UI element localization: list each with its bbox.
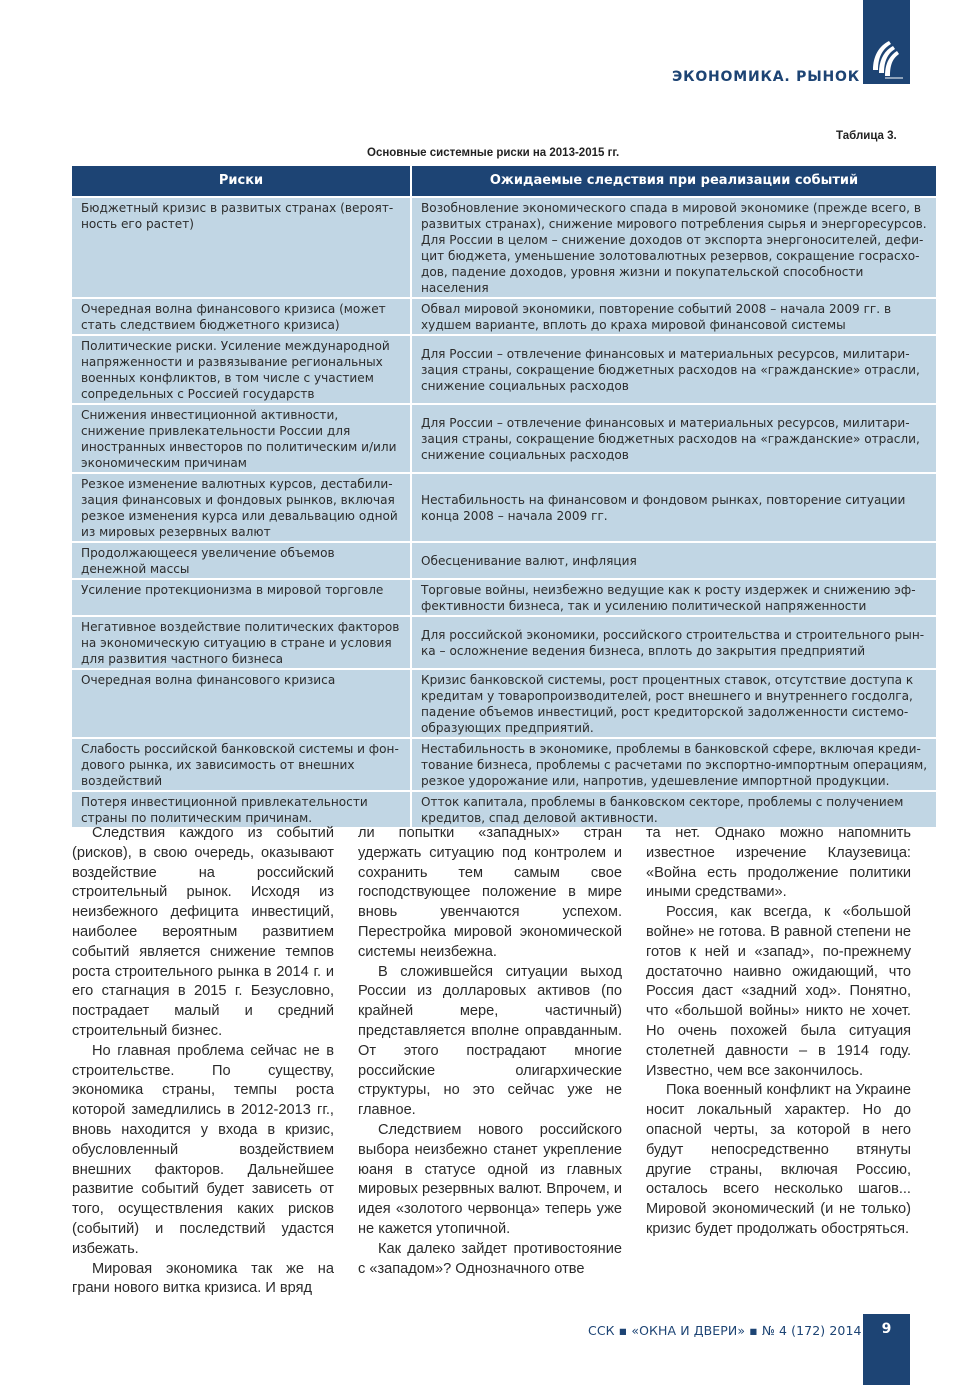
- risk-cell: Политические риски. Усиление международной напряженности и развязывание региональных военных конфликтов, в том числе с участием сопредельных с Россией государств: [72, 335, 411, 404]
- consequence-cell: Для России – отвлечение финансовых и материальных ресурсов, милитаризация страны, сокращение бюджетных расходов на «гражданские» отрасли, снижение социальных расходов: [411, 335, 936, 404]
- table-row: [72, 579, 936, 616]
- paragraph: Как далеко зайдет противостояние с «западом»? Однозначного отве: [358, 1240, 622, 1277]
- article-column-2: [358, 824, 622, 1279]
- table-row: [72, 404, 936, 473]
- risk-cell: Очередная волна финансового кризиса (может стать следствием бюджетного кризиса): [72, 298, 411, 335]
- risks-table: [72, 166, 936, 829]
- risk-cell: Очередная волна финансового кризиса: [72, 669, 411, 738]
- risk-cell: Слабость российской банковской системы и фондового рынка, их зависимость от внешних воздействий: [72, 738, 411, 791]
- table-row: [72, 298, 936, 335]
- table-row: [72, 669, 936, 738]
- stylized-arcs-logo-icon: [869, 36, 905, 80]
- publication-footer: ССК ▪ «ОКНА И ДВЕРИ» ▪ № 4 (172) 2014: [588, 1323, 862, 1338]
- consequence-cell: Для России – отвлечение финансовых и материальных ресурсов, милитаризация страны, сокращение бюджетных расходов на «гражданские» отрасли, снижение социальных расходов: [411, 404, 936, 473]
- risk-cell: Резкое изменение валютных курсов, дестабилизация финансовых и фондовых рынков, включая резкое изменения курса или девальвацию одной из мировых резервных валют: [72, 473, 411, 542]
- table-caption: Основные системные риски на 2013-2015 гг.: [367, 147, 620, 159]
- paragraph: ли попытки «западных» стран удержать ситуацию под контролем и сохранить тем самым свое господствующее положение в мире вновь увенчаются успехом. Перестройка мировой экономической системы неизбежна.: [358, 825, 622, 960]
- paragraph: Пока военный конфликт на Украине носит локальный характер. Но до опасной черты, за которой в него будут непосредственно втянуты другие страны, включая Россию, осталось всего несколько шагов... Мировой экономический (и не только) кризис будет продолжать обостряться.: [646, 1082, 911, 1237]
- consequence-cell: Обвал мировой экономики, повторение событий 2008 – начала 2009 гг. в худшем варианте, вплоть до краха мировой финансовой системы: [411, 298, 936, 335]
- section-title: ЭКОНОМИКА. РЫНОК: [672, 69, 860, 85]
- paragraph: Россия, как всегда, к «большой войне» не готова. В равной степени не готов к ней и «запад», по-прежнему достаточно наивно ожидающий, что Россия даст «задний ход». Понятно, что «большой войны» никто не хочет. Но очень похожей была ситуация столетней давности – в 1914 году. Известно, чем все закончилось.: [646, 904, 911, 1079]
- consequence-cell: Нестабильность на финансовом и фондовом рынках, повторение ситуации конца 2008 – начала 2009 гг.: [411, 473, 936, 542]
- magazine-logo: [863, 0, 910, 84]
- risk-cell: Продолжающееся увеличение объемов денежной массы: [72, 542, 411, 579]
- paragraph: Но главная проблема сейчас не в строительстве. По существу, экономика страны, темпы роста которой замедлились в 2012-2013 гг., вновь находится у входа в кризис, обусловленный воздействием внешних факторов. Дальнейшее развитие событий будет зависеть от того, осуществления каких рисков (событий) и последствий удастся избежать.: [72, 1042, 334, 1257]
- paragraph: Мировая экономика так же на грани нового витка кризиса. И вряд: [72, 1260, 334, 1297]
- risk-cell: Бюджетный кризис в развитых странах (вероятность его растет): [72, 197, 411, 298]
- consequence-cell: Отток капитала, проблемы в банковском секторе, проблемы с получением кредитов, спад деловой активности.: [411, 791, 936, 828]
- risk-cell: Потеря инвестиционной привлекательности страны по политическим причинам.: [72, 791, 411, 828]
- table-row: [72, 738, 936, 791]
- risk-cell: Снижения инвестиционной активности, снижение привлекательности России для иностранных инвесторов по политическим и/или экономическим причинам: [72, 404, 411, 473]
- consequence-cell: Возобновление экономического спада в мировой экономике (прежде всего, в развитых странах), снижение мирового потребления сырья и энергоресурсов. Для России в целом – снижение доходов от экспорта энергоносителей, дефицит бюджета, уменьшение золотовалютных резервов, сокращение госрасходов, падение доходов, уровня жизни и покупательской способности населения: [411, 197, 936, 298]
- table-number: Таблица 3.: [836, 130, 897, 142]
- paragraph: Следствия каждого из событий (рисков), в свою очередь, оказывают воздействие на российский строительный рынок. Исходя из неизбежного дефицита инвестиций, наиболее вероятным развитием событий является снижение темпов роста строительного рынка в 2014 г. и его стагнация в 2015 г. Безусловно, пострадает малый и средний строительный бизнес.: [72, 825, 334, 1039]
- risk-cell: Усиление протекционизма в мировой торговле: [72, 579, 411, 616]
- consequence-cell: Для российской экономики, российского строительства и строительного рынка – осложнение ведения бизнеса, вплоть до закрытия предприятий: [411, 616, 936, 669]
- paragraph: В сложившейся ситуации выход России из долларовых активов (по крайней мере, частичный) представляется вполне оправданным. От этого пострадают многие российские олигархические структуры, но это сейчас уже не главное.: [358, 963, 622, 1119]
- page-number: 9: [863, 1314, 910, 1385]
- article-column-1: [72, 824, 334, 1299]
- paragraph: та нет. Однако можно напомнить известное изречение Клаузевица: «Война есть продолжение политики иными средствами».: [646, 825, 911, 901]
- table-row: [72, 542, 936, 579]
- table-row: [72, 791, 936, 828]
- paragraph: Следствием нового российского выбора неизбежно станет укрепление юаня в статусе одной из главных мировых резервных валют. Впрочем, и идея «золотого червонца» теперь уже не кажется утопичной.: [358, 1121, 622, 1237]
- table-header-row: [72, 166, 936, 197]
- risk-cell: Негативное воздействие политических факторов на экономическую ситуацию в стране и условия для развития частного бизнеса: [72, 616, 411, 669]
- column-header-consequences: Ожидаемые следствия при реализации событий: [411, 166, 936, 197]
- consequence-cell: Нестабильность в экономике, проблемы в банковской сфере, включая кредитование бизнеса, проблемы с расчетами по экспортно-импортным операциям, резкое удорожание или, напротив, удешевление импортной продукции.: [411, 738, 936, 791]
- article-column-3: [646, 824, 911, 1240]
- table-row: [72, 473, 936, 542]
- consequence-cell: Кризис банковской системы, рост процентных ставок, отсутствие доступа к кредитам у товаропроизводителей, рост внешнего и внутреннего госдолга, падение объемов инвестиций, рост кредиторской задолженности системообразующих предприятий.: [411, 669, 936, 738]
- table-row: [72, 335, 936, 404]
- consequence-cell: Обесценивание валют, инфляция: [411, 542, 936, 579]
- consequence-cell: Торговые войны, неизбежно ведущие как к росту издержек и снижению эффективности бизнеса, так и усилению политической напряженности: [411, 579, 936, 616]
- table-row: [72, 616, 936, 669]
- column-header-risks: Риски: [72, 166, 411, 197]
- table-row: [72, 197, 936, 298]
